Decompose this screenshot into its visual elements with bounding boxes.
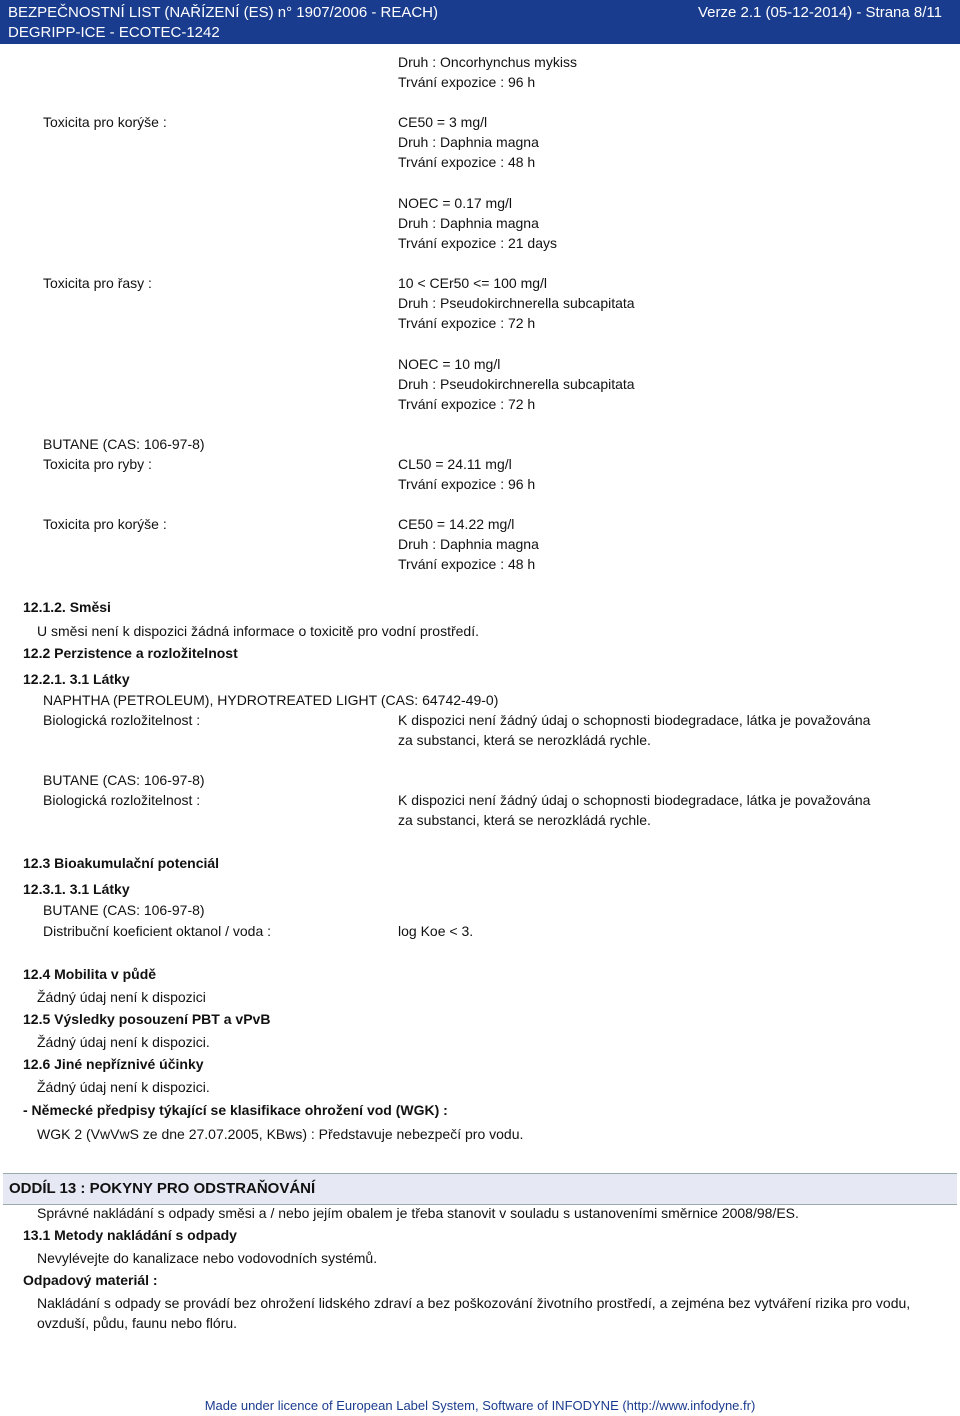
section-text: Žádný údaj není k dispozici. <box>37 1079 210 1095</box>
value-line: CE50 = 3 mg/l <box>398 114 488 130</box>
substance-name: BUTANE (CAS: 106-97-8) <box>43 436 205 452</box>
species-line: Druh : Pseudokirchnerella subcapitata <box>398 376 635 392</box>
section-text: Správné nakládání s odpady směsi a / nebo jejím obalem je třeba stanovit v souladu s ustanoveními směrnice 2008/98/ES. <box>37 1205 799 1221</box>
species-line: Druh : Oncorhynchus mykiss <box>398 54 577 70</box>
value-line: CE50 = 14.22 mg/l <box>398 516 515 532</box>
species-line: Druh : Pseudokirchnerella subcapitata <box>398 295 635 311</box>
section-text: Nevylévejte do kanalizace nebo vodovodních systémů. <box>37 1250 378 1266</box>
partition-coefficient-label: Distribuční koeficient oktanol / voda : <box>43 923 272 939</box>
section-text: Žádný údaj není k dispozici. <box>37 1034 210 1050</box>
section-text: U směsi není k dispozici žádná informace o toxicitě pro vodní prostředí. <box>37 623 479 639</box>
species-line: Druh : Daphnia magna <box>398 134 539 150</box>
value-line: NOEC = 10 mg/l <box>398 356 501 372</box>
value-line: 10 < CEr50 <= 100 mg/l <box>398 275 548 291</box>
section-heading: - Německé předpisy týkající se klasifikace ohrožení vod (WGK) : <box>23 1102 448 1118</box>
value-line: CL50 = 24.11 mg/l <box>398 456 512 472</box>
exposure-line: Trvání expozice : 72 h <box>398 315 536 331</box>
species-line: Druh : Daphnia magna <box>398 215 539 231</box>
document-header <box>0 0 960 44</box>
footer-licence: Made under licence of European Label System, Software of INFODYNE (http://www.infodyne.fr) <box>204 1398 756 1413</box>
section-heading: 12.4 Mobilita v půdě <box>23 966 157 982</box>
exposure-line: Trvání expozice : 72 h <box>398 396 536 412</box>
subsection-heading: 12.2.1. 3.1 Látky <box>23 671 130 687</box>
crustacean-toxicity-label: Toxicita pro korýše : <box>43 114 167 130</box>
exposure-line: Trvání expozice : 21 days <box>398 235 558 251</box>
section-text: WGK 2 (VwVwS ze dne 27.07.2005, KBws) : Představuje nebezpečí pro vodu. <box>37 1126 524 1142</box>
value-line: NOEC = 0.17 mg/l <box>398 195 512 211</box>
section-text: ovzduší, půdu, faunu nebo flóru. <box>37 1315 238 1331</box>
document-title: BEZPEČNOSTNÍ LIST (NAŘÍZENÍ (ES) n° 1907/2006 - REACH) <box>8 4 439 21</box>
waste-material-label: Odpadový materiál : <box>23 1272 158 1288</box>
section-text: Nakládání s odpady se provádí bez ohrožení lidského zdraví a bez poškozování životního prostředí, a zejména bez vytváření rizika pro vodu, <box>37 1295 911 1311</box>
crustacean-toxicity-label: Toxicita pro korýše : <box>43 516 167 532</box>
substance-name: BUTANE (CAS: 106-97-8) <box>43 772 205 788</box>
section-13-header <box>3 1173 957 1205</box>
exposure-line: Trvání expozice : 96 h <box>398 476 536 492</box>
section-heading: 12.1.2. Směsi <box>23 599 111 615</box>
substance-name: BUTANE (CAS: 106-97-8) <box>43 902 205 918</box>
biodegradability-text: za substanci, která se nerozkládá rychle. <box>398 732 651 748</box>
biodegradability-text: K dispozici není žádný údaj o schopnosti biodegradace, látka je považována <box>398 712 871 728</box>
biodegradability-label: Biologická rozložitelnost : <box>43 712 201 728</box>
substance-name: NAPHTHA (PETROLEUM), HYDROTREATED LIGHT (CAS: 64742-49-0) <box>43 692 499 708</box>
algae-toxicity-label: Toxicita pro řasy : <box>43 275 152 291</box>
fish-toxicity-label: Toxicita pro ryby : <box>43 456 152 472</box>
species-line: Druh : Daphnia magna <box>398 536 539 552</box>
exposure-line: Trvání expozice : 48 h <box>398 556 536 572</box>
version-page-info: Verze 2.1 (05-12-2014) - Strana 8/11 <box>697 4 942 21</box>
subsection-heading: 12.3.1. 3.1 Látky <box>23 881 130 897</box>
exposure-line: Trvání expozice : 48 h <box>398 154 536 170</box>
section-heading: 12.2 Perzistence a rozložitelnost <box>23 645 238 661</box>
biodegradability-text: K dispozici není žádný údaj o schopnosti biodegradace, látka je považována <box>398 792 871 808</box>
product-name: DEGRIPP-ICE - ECOTEC-1242 <box>8 24 220 41</box>
partition-coefficient-value: log Koe < 3. <box>398 923 474 939</box>
section-heading: 12.6 Jiné nepříznivé účinky <box>23 1056 204 1072</box>
exposure-line: Trvání expozice : 96 h <box>398 74 536 90</box>
biodegradability-label: Biologická rozložitelnost : <box>43 792 201 808</box>
section-heading: 13.1 Metody nakládání s odpady <box>23 1227 237 1243</box>
section-heading: 12.5 Výsledky posouzení PBT a vPvB <box>23 1011 271 1027</box>
section-heading: 12.3 Bioakumulační potenciál <box>23 855 220 871</box>
section-13-title: ODDÍL 13 : POKYNY PRO ODSTRAŇOVÁNÍ <box>9 1180 316 1197</box>
biodegradability-text: za substanci, která se nerozkládá rychle. <box>398 812 651 828</box>
section-text: Žádný údaj není k dispozici <box>37 989 206 1005</box>
